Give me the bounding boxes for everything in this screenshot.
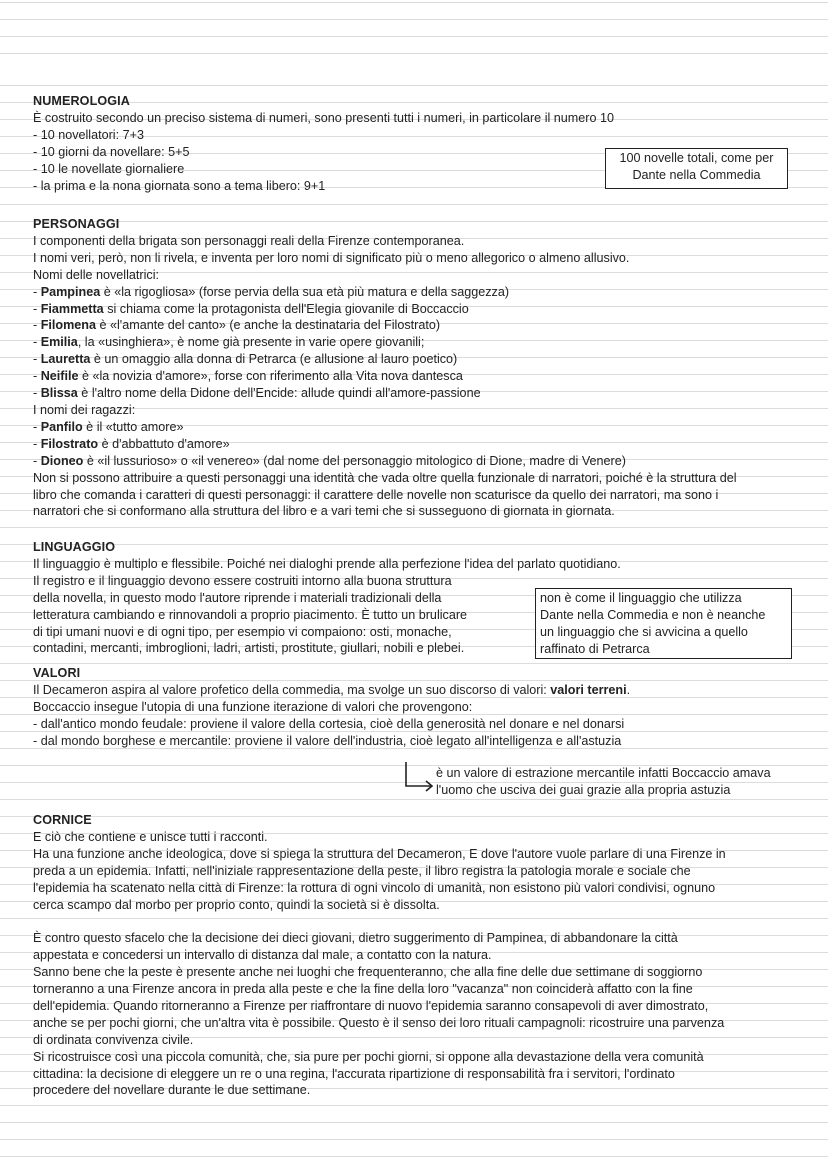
cornice-line: l'epidemia ha scatenato nella città di Firenze: la rottura di ogni vincolo di umanità, non esistono più valori condivisi, ognuno	[33, 880, 716, 895]
cornice-line: È contro questo sfacelo che la decisione dei dieci giovani, dietro suggerimento di Pampinea, di abbandonare la città	[33, 931, 678, 946]
numerologia-intro: È costruito secondo un preciso sistema di numeri, sono presenti tutti i numeri, in particolare il numero 10	[33, 110, 614, 125]
character-name: Panfilo	[40, 419, 83, 434]
list-item: - Filostrato è d'abbattuto d'amore»	[33, 436, 230, 451]
box-line: Dante nella Commedia	[632, 167, 761, 182]
list-item: - Dioneo è «il lussurioso» o «il venereo» (dal nome del personaggio mitologico di Dione, madre di Venere)	[33, 453, 626, 468]
cornice-line: procedere del novellare durante le due settimane.	[33, 1083, 311, 1098]
box-line: non è come il linguaggio che utilizza	[540, 591, 742, 605]
character-desc: è d'abbattuto d'amore»	[98, 436, 230, 451]
valori-intro-post: .	[626, 682, 631, 697]
numerologia-item: - 10 le novellate giornaliere	[33, 161, 185, 176]
cornice-line: dell'epidemia. Quando ritorneranno a Firenze per riaffrontare di nuovo l'epidemia saranno consapevoli di aver dimostrato,	[33, 998, 709, 1013]
character-desc: è «la novizia d'amore», forse con riferimento alla Vita nova dantesca	[78, 369, 463, 384]
list-item: - Filomena è «l'amante del canto» (e anche la destinataria del Filostrato)	[33, 318, 441, 333]
cornice-line: torneranno a una Firenze ancora in preda alla peste e che la fine della loro "vacanza" non coinciderà affatto con la fine	[33, 982, 693, 997]
novellatrici-label: Nomi delle novellatrici:	[33, 267, 159, 282]
numerologia-note-box	[605, 148, 788, 189]
list-item: - Neifile è «la novizia d'amore», forse con riferimento alla Vita nova dantesca	[33, 369, 463, 384]
valori-line: - dal mondo borghese e mercantile: proviene il valore dell'industria, cioè legato all'intelligenza e all'astuzia	[33, 733, 622, 748]
character-name: Blissa	[40, 386, 78, 401]
character-desc: è «l'amante del canto» (e anche la destinataria del Filostrato)	[96, 318, 441, 333]
character-name: Fiammetta	[40, 301, 104, 316]
cornice-line: anche se per pochi giorni, che un'altra vita è possibile. Questo è il senso dei loro rituali campagnoli: ricostruire una parvenza	[33, 1015, 725, 1030]
list-item: - Blissa è l'altro nome della Didone dell'Encide: allude quindi all'amore-passione	[33, 386, 481, 401]
list-item: - Pampinea è «la rigogliosa» (forse pervia della sua età più matura e della saggezza)	[33, 284, 510, 299]
cornice-line: appestata e concedersi un intervallo di distanza dal male, a contatto con la natura.	[33, 948, 492, 963]
cornice-line: Si ricostruisce così una piccola comunità, che, sia pure per pochi giorni, si oppone alla devastazione della vera comunità	[33, 1049, 704, 1064]
cornice-line: cittadina: la decisione di eleggere un re o una regina, l'accurata ripartizione di responsabilità fra i servitori, l'ordinato	[33, 1066, 675, 1081]
linguaggio-line: letteratura cambiando e rinnovandoli a proprio piacimento. È tutto un brulicare	[33, 607, 468, 622]
character-desc: è l'altro nome della Didone dell'Encide: allude quindi all'amore-passione	[77, 386, 481, 401]
note-line: è un valore di estrazione mercantile infatti Boccaccio amava	[436, 766, 771, 780]
valori-emphasis: valori terreni	[550, 682, 627, 697]
character-desc: , la «usinghiera», è nome già presente in varie opere giovanili;	[77, 335, 425, 350]
numerologia-item: - 10 giorni da novellare: 5+5	[33, 144, 190, 159]
section-cornice	[33, 812, 820, 1099]
list-item: - Panfilo è il «tutto amore»	[33, 419, 184, 434]
character-name: Lauretta	[40, 352, 91, 367]
cornice-line: Sanno bene che la peste è presente anche nei luoghi che frequenteranno, che alla fine delle due settimane di soggiorno	[33, 965, 703, 980]
character-name: Emilia	[40, 335, 78, 350]
linguaggio-line: contadini, mercanti, imbroglioni, ladri, artisti, prostitute, giullari, nobili e plebei.	[33, 641, 465, 656]
valori-note	[436, 765, 771, 799]
cornice-line: preda a un epidemia. Infatti, nell'iniziale rappresentazione della peste, il libro registra la patologia morale e sociale che	[33, 863, 691, 878]
cornice-line: Ha una funzione anche ideologica, dove si spiega la struttura del Decameron, E dove l'autore vuole parlare di una Firenze in	[33, 846, 726, 861]
linguaggio-line: di tipi umani nuovi e di ogni tipo, per esempio vi compaiono: osti, monache,	[33, 624, 452, 639]
box-line: Dante nella Commedia e non è neanche	[540, 607, 766, 622]
section-valori	[33, 665, 820, 750]
character-name: Neifile	[40, 369, 79, 384]
box-line: un linguaggio che si avvicina a quello	[540, 624, 748, 639]
character-desc: è un omaggio alla donna di Petrarca (e allusione al lauro poetico)	[90, 352, 458, 367]
character-desc: è «la rigogliosa» (forse pervia della sua età più matura e della saggezza)	[100, 284, 510, 299]
linguaggio-heading: LINGUAGGIO	[33, 540, 116, 554]
paragraph-gap	[33, 913, 820, 930]
character-desc: è «il lussurioso» o «il venereo» (dal nome del personaggio mitologico di Dione, madre di Venere)	[83, 453, 626, 468]
box-line: raffinato di Petrarca	[540, 641, 650, 656]
linguaggio-intro: Il linguaggio è multiplo e flessibile. Poiché nei dialoghi prende alla perfezione l'idea del parlato quotidiano.	[33, 556, 621, 571]
character-desc: è il «tutto amore»	[82, 419, 184, 434]
cornice-line: E ciò che contiene e unisce tutti i racconti.	[33, 829, 268, 844]
personaggi-intro: I componenti della brigata son personaggi reali della Firenze contemporanea.	[33, 233, 465, 248]
cornice-line: cerca scampo dal morbo per proprio conto, quindi la società si è dissolta.	[33, 897, 440, 912]
personaggi-conclusion: libro che comanda i caratteri di questi personaggi: il carattere delle novelle non scaturisce da quello dei narratori, ma sono i	[33, 487, 719, 502]
ragazzi-label: I nomi dei ragazzi:	[33, 402, 136, 417]
character-name: Filomena	[40, 318, 96, 333]
linguaggio-line: della novella, in questo modo l'autore riprende i materiali tradizionali della	[33, 590, 442, 605]
valori-line: - dall'antico mondo feudale: proviene il valore della cortesia, cioè della generosità nel donare e nel donarsi	[33, 716, 625, 731]
valori-heading: VALORI	[33, 666, 81, 680]
personaggi-heading: PERSONAGGI	[33, 217, 120, 231]
list-item: - Emilia, la «usinghiera», è nome già presente in varie opere giovanili;	[33, 335, 425, 350]
character-desc: si chiama come la protagonista dell'Elegia giovanile di Boccaccio	[103, 301, 469, 316]
linguaggio-line: Il registro e il linguaggio devono essere costruiti intorno alla buona struttura	[33, 573, 452, 588]
valori-intro-pre: Il Decameron aspira al valore profetico della commedia, ma svolge un suo discorso di valori:	[33, 682, 551, 697]
personaggi-conclusion: narratori che si conformano alla struttura del libro e a vari temi che si susseguono di giornata in giornata.	[33, 504, 615, 519]
list-item: - Fiammetta si chiama come la protagonista dell'Elegia giovanile di Boccaccio	[33, 301, 469, 316]
character-name: Pampinea	[40, 284, 101, 299]
personaggi-intro: I nomi veri, però, non li rivela, e inventa per loro nomi di significato più o meno allegorico o almeno allusivo.	[33, 250, 630, 265]
section-personaggi	[33, 216, 820, 520]
note-line: l'uomo che usciva dei guai grazie alla propria astuzia	[436, 782, 731, 797]
valori-intro	[33, 682, 820, 699]
character-name: Dioneo	[40, 453, 84, 468]
list-item: - Lauretta è un omaggio alla donna di Petrarca (e allusione al lauro poetico)	[33, 352, 458, 367]
cornice-heading: CORNICE	[33, 813, 92, 827]
character-name: Filostrato	[40, 436, 99, 451]
numerologia-heading: NUMEROLOGIA	[33, 94, 130, 108]
linguaggio-note-box	[535, 588, 792, 659]
cornice-line: di ordinata convivenza civile.	[33, 1032, 194, 1047]
valori-line: Boccaccio insegue l'utopia di una funzione iterazione di valori che provengono:	[33, 699, 473, 714]
personaggi-conclusion: Non si possono attribuire a questi personaggi una identità che vada oltre quella funzionale di narratori, poiché è la struttura del	[33, 470, 737, 485]
arrow-icon	[402, 760, 436, 796]
numerologia-item: - 10 novellatori: 7+3	[33, 127, 144, 142]
box-line: 100 novelle totali, come per	[619, 151, 774, 165]
numerologia-item: - la prima e la nona giornata sono a tema libero: 9+1	[33, 178, 326, 193]
